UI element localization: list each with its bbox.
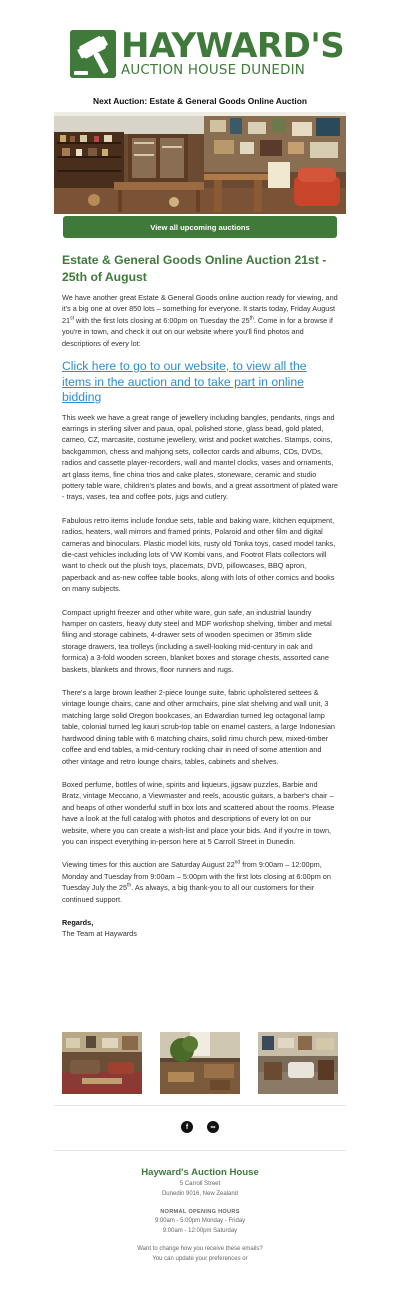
intro-paragraph: We have another great Estate & General Goods online auction ready for viewing, and it's a big one at over 850 lots – something for everyone. It starts today, Friday August 21st with the first lots closing at 6:00pm on Tuesday the 25th. Come in for a browse if you're in town, and check it out on our website where you'll find photos and descriptions of every lot:	[62, 293, 338, 348]
facebook-icon[interactable]: f	[181, 1121, 193, 1133]
signoff	[62, 917, 338, 940]
email-footer	[0, 1166, 400, 1265]
footer-city: Dunedin 9016, New Zealand	[161, 1190, 239, 1197]
regards-text: Regards,	[62, 917, 94, 927]
misc-items-paragraph: Boxed perfume, bottles of wine, spirits and liqueurs, jigsaw puzzles, Barbie and Bratz, vintage Meccano, a Viewmaster and reels, acoustic guitars, a barber's chair – and heaps of other wonderful stuff in box lots and scattered about the rooms. Please have a look at the full catalog with photos and descriptions of every lot on our website, where you can create a wish-list and place your bids. And if you're in town, you can inspect everything in-person here at 5 Carroll Street in Dunedin.	[62, 779, 335, 846]
view-upcoming-auctions-button[interactable]: View all upcoming auctions	[63, 216, 337, 238]
retro-items-paragraph: Fabulous retro items include fondue sets, table and baking ware, kitchen equipment, radios, heaters, wall mirrors and framed prints, Polaroid and other film and digital cameras and binoculars. Plastic model kits, rusty old Tonka toys, cased model tanks, die-cast vehicles including lots of VW Kombi vans, and Footrot Flats collectors will want to check out the plush toys, placemats, DVD, pillowcases, BBQ apron, paperback and as-new coffee table books, along with lots of other comics and books on many subjects.	[62, 515, 336, 594]
hero-shop-photo[interactable]	[54, 112, 346, 214]
footer-street: 5 Carroll Street	[179, 1181, 221, 1187]
website-link-icon[interactable]: ∞	[207, 1121, 219, 1133]
next-auction-heading: Next Auction: Estate & General Goods Online Auction	[93, 96, 307, 106]
photo-thumbnails	[62, 1032, 338, 1094]
website-bidding-link[interactable]: Click here to go to our website, to view all the items in the auction and to take part in online bidding	[62, 359, 307, 405]
thumbnail-photo-lounge[interactable]	[62, 1032, 142, 1094]
haywards-logo[interactable]	[70, 26, 345, 80]
jewellery-paragraph: This week we have a great range of jewellery including bangles, pendants, rings and earrings in sterling silver and paua, opal, polished stone, glass bead, gold plated, cameo, CZ, marcasite, costume jewellery, wrist and pocket watches. Stamps, coins, backgammon, chess and mahjong sets, collector cards and albums, CDs, DVDs, radios and cassette player-recorders, wall and mantel clocks, vases and ornaments, art glass items, fine china trios and cake plates, stoneware, ceramic and studio pottery table ware, children's plates and bowls, and a great assortment of plated ware - trays, vases, tea and coffee pots, jugs and cutlery.	[62, 412, 338, 502]
thumbnail-photo-plants[interactable]	[160, 1032, 240, 1094]
team-signature: The Team at Haywards	[62, 929, 137, 939]
divider	[54, 1105, 346, 1106]
hours-weekday: 9:00am - 5:00pm Monday - Friday	[154, 1218, 246, 1225]
update-preferences-link[interactable]: update your preferences	[175, 1255, 241, 1262]
preferences-line: You can update your preferences or	[152, 1255, 248, 1262]
main-content	[62, 252, 338, 940]
opening-hours-title: NORMAL OPENING HOURS	[160, 1209, 240, 1216]
hours-saturday: 9:00am - 12:00pm Saturday	[162, 1227, 238, 1234]
divider	[54, 1150, 346, 1151]
viewing-times-paragraph: Viewing times for this auction are Saturday August 22nd from 9:00am – 12:00pm, Monday and Tuesday from 9:00am – 5:00pm with the first lots closing at 6:00pm on Tuesday July the 25th. As always, a big thank-you to all our customers for their continued support.	[62, 859, 331, 904]
social-links	[0, 1121, 400, 1133]
thumbnail-photo-showroom[interactable]	[258, 1032, 338, 1094]
footer-company-name: Hayward's Auction House	[141, 1167, 259, 1178]
gavel-logo-icon	[70, 30, 116, 78]
auction-headline: Estate & General Goods Online Auction 21st - 25th of August	[62, 253, 327, 284]
logo-subtitle: AUCTION HOUSE DUNEDIN	[121, 63, 305, 78]
logo-wordmark: HAYWARD'S	[121, 26, 345, 66]
whiteware-paragraph: Compact upright freezer and other white ware, gun safe, an industrial laundry hamper on casters, heavy duty steel and MDF workshop shelving, timber and metal filing and storage cabinets, 4-drawer sets of wooden specimen or 35mm slide storage drawers, tea trolleys (including a swell-looking mid-century in oak and formica) a 3-fold wooden screen, blanket boxes and storage chests, assorted cane baskets, blankets and throws, floor runners and rugs.	[62, 607, 332, 674]
furniture-paragraph: There's a large brown leather 2-piece lounge suite, fabric upholstered settees & vintage lounge chairs, cane and other armchairs, pine slat shelving and wall unit, 3 matching large solid Oregon bookcases, an Edwardian turned leg octagonal lamp table, colonial turned leg kauri scrub-top table on enamel casters, a large Indonesian hardwood dining table with 6 matching chairs, solid rimu church pew, mixed-timber coffee and end tables, a mid-century rocking chair in need of some attention and other vintage and retro lounge chairs, tables, cabinets and shelves.	[62, 688, 335, 766]
preferences-question: Want to change how you receive these emails?	[137, 1246, 263, 1253]
